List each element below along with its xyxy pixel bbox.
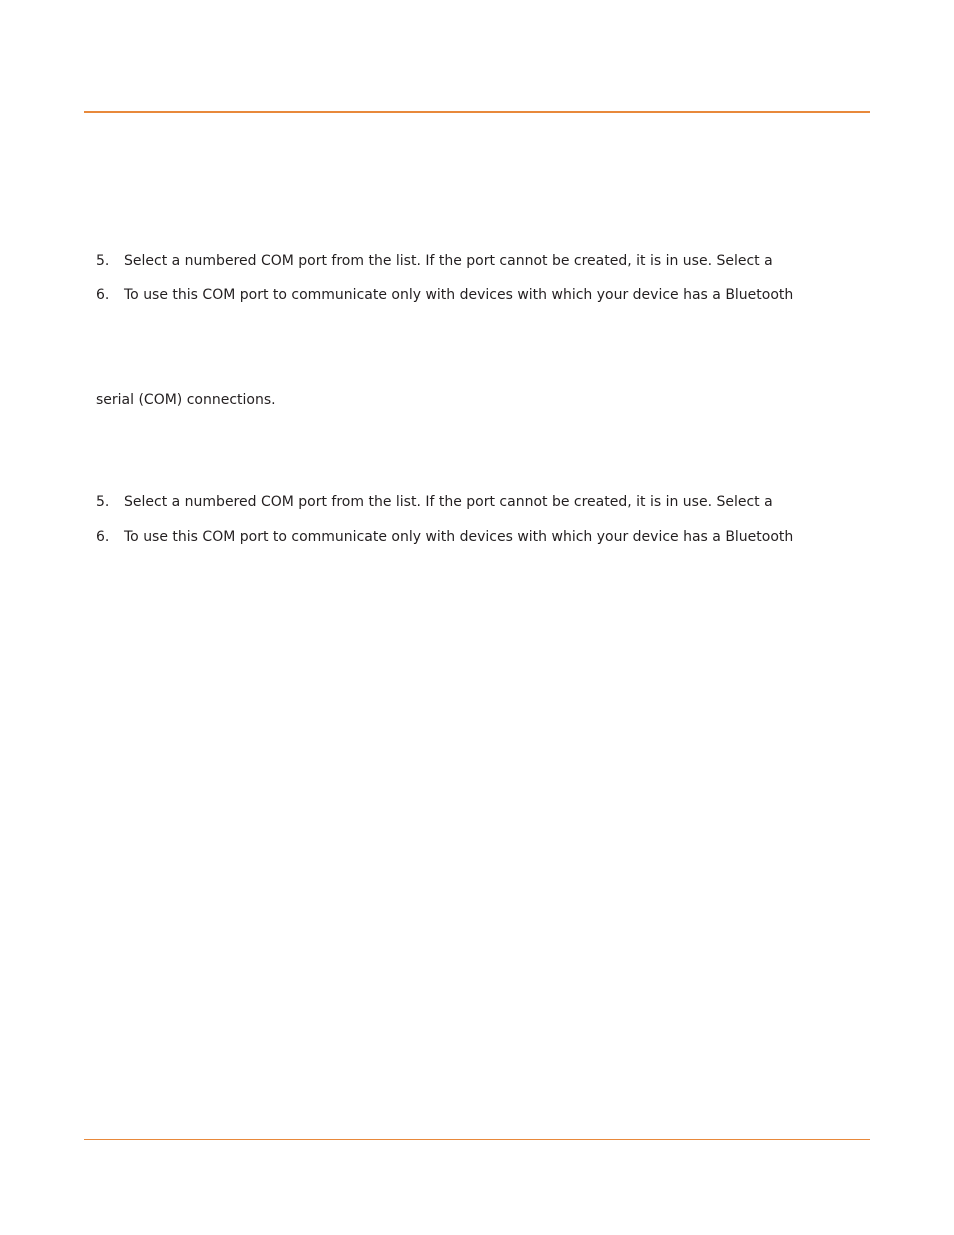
list-item bbox=[96, 493, 773, 511]
header-rule bbox=[84, 111, 870, 113]
step-text: Select a numbered COM port from the list. If the port cannot be created, it is in use. Select a bbox=[124, 494, 773, 510]
step-text: To use this COM port to communicate only with devices with which your device has a Bluetooth bbox=[124, 287, 794, 303]
step-text: Select a numbered COM port from the list. If the port cannot be created, it is in use. Select a bbox=[124, 253, 773, 269]
list-item bbox=[96, 528, 793, 546]
step-number: 6. bbox=[96, 287, 110, 303]
step-number: 6. bbox=[96, 529, 110, 545]
list-item bbox=[96, 286, 793, 304]
list-item bbox=[96, 252, 773, 270]
footer-rule bbox=[84, 1139, 870, 1140]
step-text: To use this COM port to communicate only with devices with which your device has a Bluetooth bbox=[124, 529, 794, 545]
step-number: 5. bbox=[96, 253, 110, 269]
body-paragraph: serial (COM) connections. bbox=[96, 392, 276, 408]
step-number: 5. bbox=[96, 494, 110, 510]
